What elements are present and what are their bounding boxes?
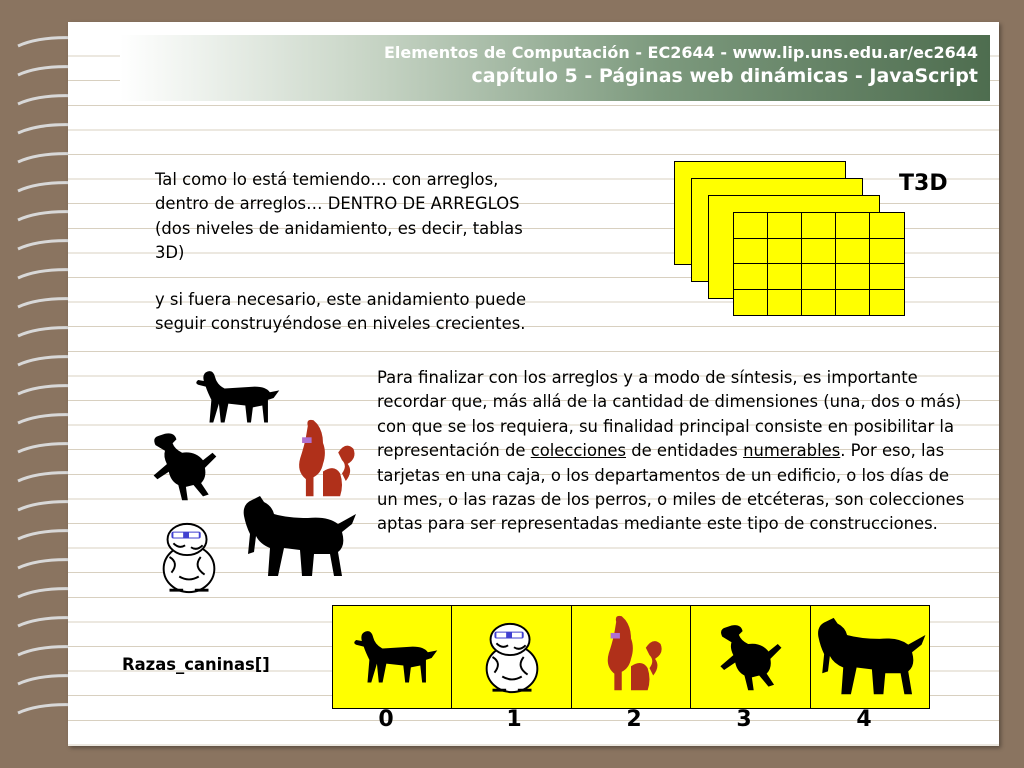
jumping-puppy-icon — [146, 428, 222, 504]
slide-header — [120, 35, 990, 101]
course-title: Elementos de Computación - EC2644 - www.lip.uns.edu.ar/ec2644 — [383, 43, 978, 62]
intro-paragraph-1: Tal como lo está temiendo… con arreglos, dentro de arreglos… DENTRO DE ARREGLOS (dos niveles de anidamiento, es decir, tablas 3D) — [155, 170, 523, 263]
razas-caninas-array — [332, 605, 930, 709]
retriever-dog-icon — [344, 624, 440, 690]
array-index-4: 4 — [856, 707, 872, 732]
summary-paragraph: Para finalizar con los arreglos y a modo de síntesis, es importante recordar que, más allá de la cantidad de dimensiones (una, dos o más) con que se los requiera, su finalidad principal consiste en posibilitar la representación de colecciones de entidades numerables. Por eso, las tarjetas en una caja, o los departamentos de un edificio, o los días de un mes, o las razas de los perros, o miles de etcéteras, son colecciones aptas para ser representadas mediante este tipo de construcciones. — [377, 368, 965, 534]
jumping-puppy-icon — [713, 620, 787, 694]
retriever-dog-icon — [186, 364, 282, 430]
bulldog-with-sunglasses-icon — [473, 618, 551, 696]
array-cell-2 — [572, 606, 691, 708]
array-cell-4 — [811, 606, 929, 708]
t3d-grid — [733, 212, 905, 316]
schnauzer-dog-icon — [812, 614, 928, 700]
setter-dog-icon — [594, 610, 668, 704]
array-label: Razas_caninas[] — [122, 655, 270, 674]
chapter-title: capítulo 5 - Páginas web dinámicas - JavaScript — [471, 65, 978, 87]
array-cell-1 — [452, 606, 571, 708]
notebook-page — [68, 22, 999, 746]
bulldog-with-sunglasses-icon — [150, 518, 228, 596]
intro-paragraph-2: y si fuera necesario, este anidamiento puede seguir construyéndose en niveles crecientes. — [155, 290, 527, 334]
array-cell-0 — [333, 606, 452, 708]
array-cell-3 — [691, 606, 810, 708]
array-index-3: 3 — [736, 707, 752, 732]
link-colecciones: colecciones — [530, 441, 626, 461]
t3d-label: T3D — [899, 171, 948, 196]
schnauzer-dog-icon — [236, 492, 360, 582]
link-numerables: numerables — [743, 441, 841, 461]
array-index-2: 2 — [626, 707, 642, 732]
array-index-0: 0 — [378, 707, 394, 732]
array-index-1: 1 — [506, 707, 522, 732]
